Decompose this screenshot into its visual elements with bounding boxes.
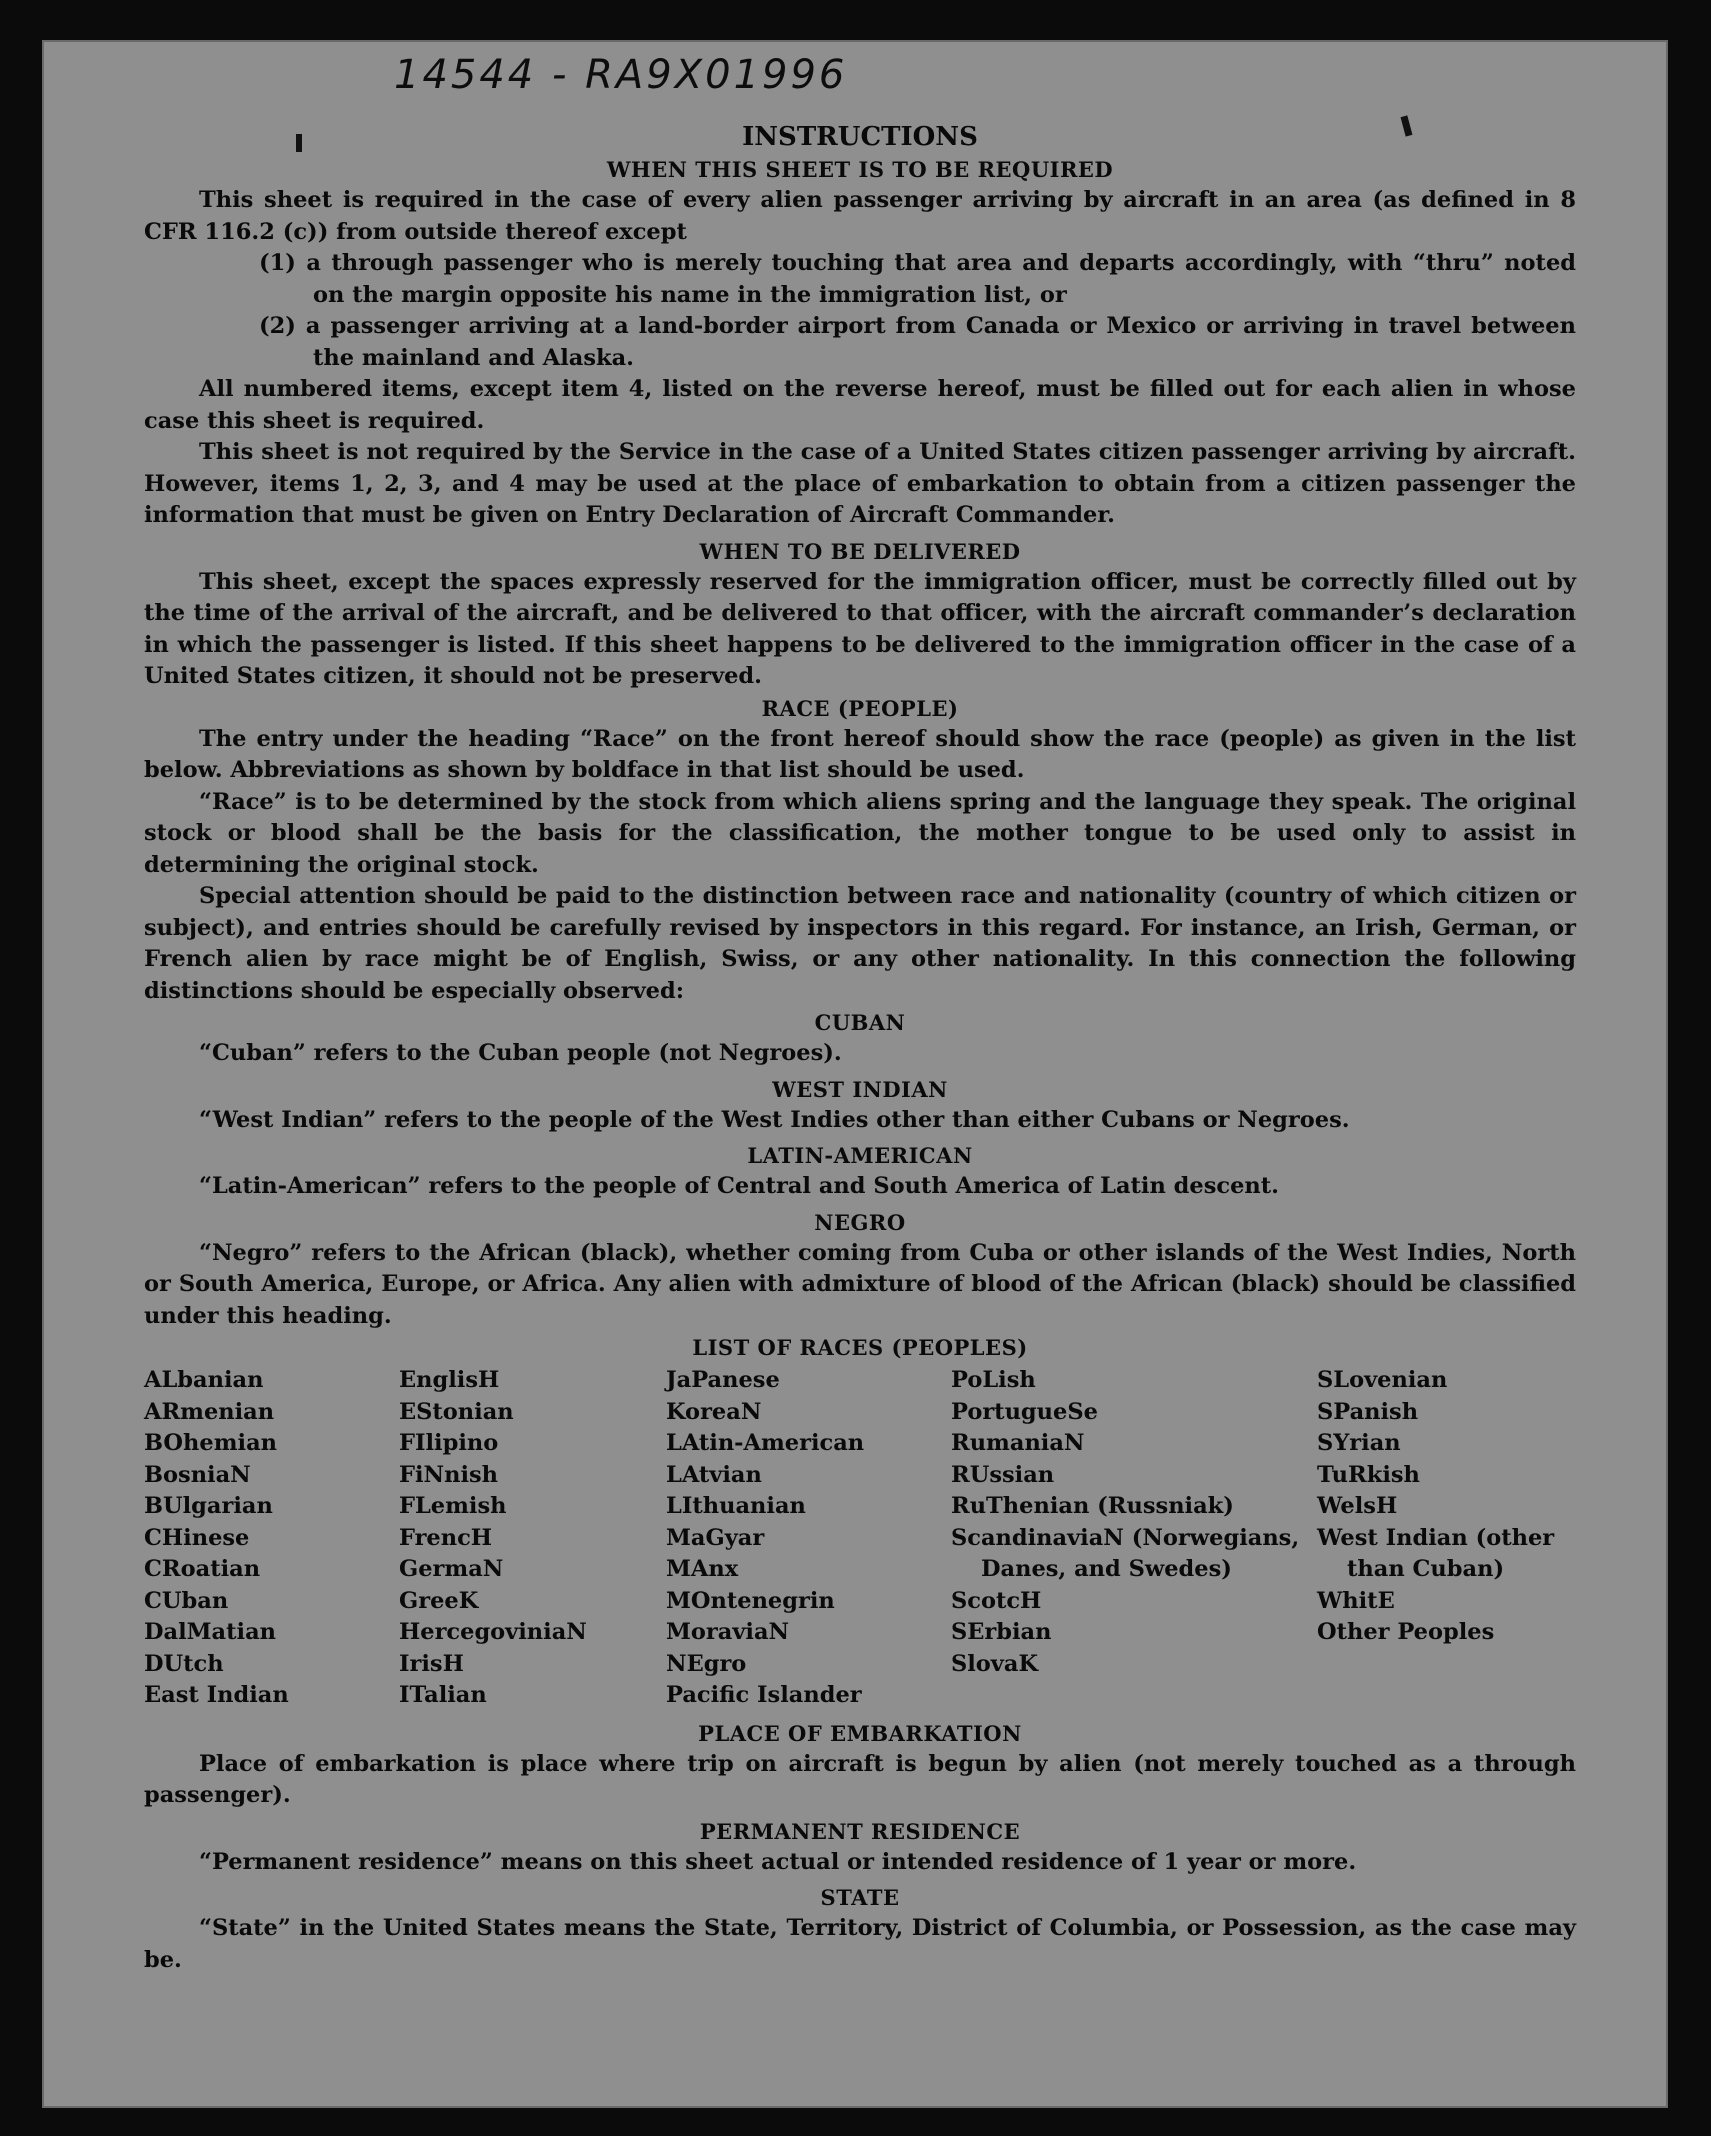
race-item: DalMatian (144, 1619, 277, 1645)
race-item: DUtch (144, 1650, 224, 1677)
race-column-3 (666, 1365, 951, 1712)
race-column-2 (399, 1365, 666, 1712)
race-item: RuThenian (Russniak) (951, 1493, 1234, 1519)
race-item: BUlgarian (144, 1493, 273, 1519)
negro-text: “Negro” refers to the African (black), whether coming from Cuba or other islands of the West Indies, North or South America, Europe, or Africa. Any alien with admixture of blood of the African (black) should be classified under this heading. (144, 1239, 1576, 1329)
race-item: ScandinaviaN (Norwegians, Danes, and Swedes) (951, 1524, 1300, 1582)
race-p1: The entry under the heading “Race” on the front hereof should show the race (people) as given in the list below. Abbreviations as shown by boldface in that list should be used. (144, 725, 1576, 783)
heading-embarkation: PLACE OF EMBARKATION (698, 1720, 1022, 1746)
race-item: SYrian (1317, 1430, 1401, 1456)
race-item: MOntenegrin (666, 1587, 835, 1614)
race-item: LAtvian (666, 1461, 762, 1488)
race-item: CHinese (144, 1524, 250, 1551)
race-item: East Indian (144, 1682, 289, 1708)
heading-state: STATE (820, 1885, 900, 1910)
race-item: TuRkish (1317, 1461, 1420, 1488)
document-sheet (42, 40, 1668, 2108)
race-list (144, 1365, 1576, 1712)
race-item: GreeK (399, 1587, 479, 1614)
race-item: BosniaN (144, 1461, 251, 1488)
heading-latin-american: LATIN-AMERICAN (747, 1143, 973, 1168)
latin-american-text: “Latin-American” refers to the people of Central and South America of Latin descent. (199, 1173, 1279, 1199)
residence-text: “Permanent residence” means on this sheet actual or intended residence of 1 year or more. (199, 1848, 1357, 1875)
race-item: WhitE (1317, 1587, 1395, 1614)
exception-2: (2) a passenger arriving at a land-border airport from Canada or Mexico or arriving in travel between the mainland and Alaska. (259, 313, 1576, 371)
race-item: MAnx (666, 1556, 739, 1582)
heading-required: WHEN THIS SHEET IS TO BE REQUIRED (606, 157, 1114, 182)
race-column-1 (144, 1365, 399, 1712)
required-intro: This sheet is required in the case of every alien passenger arriving by aircraft in an area (as defined in 8 CFR 116.2 (c)) from outside thereof except (144, 187, 1576, 245)
race-item: MoraviaN (666, 1619, 790, 1645)
race-item: FLemish (399, 1493, 507, 1519)
race-item: FIlipino (399, 1430, 499, 1456)
race-item: PoLish (951, 1367, 1036, 1393)
race-item: SErbian (951, 1619, 1052, 1645)
race-item: BOhemian (144, 1430, 278, 1456)
page-title: INSTRUCTIONS (742, 122, 978, 152)
heading-west-indian: WEST INDIAN (772, 1076, 948, 1102)
race-item: HercegoviniaN (399, 1619, 587, 1645)
race-item: EnglisH (399, 1367, 500, 1393)
race-item: FrencH (399, 1524, 493, 1551)
race-item: CUban (144, 1587, 229, 1614)
race-item: Pacific Islander (666, 1682, 862, 1708)
race-item: ScotcH (951, 1587, 1042, 1614)
required-numbered-items: All numbered items, except item 4, listed on the reverse hereof, must be filled out for each alien in whose case this sheet is required. (144, 376, 1576, 434)
heading-list-of-races: LIST OF RACES (PEOPLES) (692, 1335, 1028, 1360)
race-p2: “Race” is to be determined by the stock from which aliens spring and the language they speak. The original stock or blood shall be the basis for the classification, the mother tongue to be used only to assist in determining the original stock. (144, 788, 1576, 878)
race-item: WelsH (1317, 1493, 1398, 1519)
delivered-text: This sheet, except the spaces expressly reserved for the immigration officer, must be correctly filled out by the time of the arrival of the aircraft, and be delivered to that officer, with the aircraft commander’s declaration in which the passenger is listed. If this sheet happens to be delivered to the immigration officer in the case of a United States citizen, it should not be preserved. (144, 568, 1576, 689)
race-item: West Indian (other than Cuban) (1317, 1524, 1555, 1582)
state-text: “State” in the United States means the State, Territory, District of Columbia, or Possession, as the case may be. (144, 1915, 1576, 1973)
race-item: RumaniaN (951, 1430, 1085, 1456)
handwritten-reference: 14544 - RA9X01996 (394, 52, 848, 98)
race-item: PortugueSe (951, 1398, 1098, 1425)
race-item: NEgro (666, 1650, 747, 1677)
race-item: FiNnish (399, 1461, 499, 1488)
race-item: ALbanian (144, 1367, 264, 1393)
heading-residence: PERMANENT RESIDENCE (699, 1818, 1021, 1844)
race-item: ARmenian (144, 1398, 275, 1425)
instructions-content (144, 120, 1576, 1976)
race-item: JaPanese (666, 1367, 780, 1393)
race-column-4 (951, 1365, 1317, 1712)
heading-cuban: CUBAN (814, 1010, 906, 1035)
cuban-text: “Cuban” refers to the Cuban people (not Negroes). (199, 1040, 842, 1066)
exception-1: (1) a through passenger who is merely touching that area and departs accordingly, with “thru” noted on the margin opposite his name in the immigration list, or (259, 250, 1576, 308)
heading-race: RACE (PEOPLE) (761, 695, 959, 721)
heading-negro: NEGRO (814, 1209, 906, 1235)
race-item: LIthuanian (666, 1493, 806, 1519)
race-item: EStonian (399, 1398, 514, 1425)
race-p3: Special attention should be paid to the distinction between race and nationality (country of which citizen or subject), and entries should be carefully revised by inspectors in this regard. For instance, an Irish, German, or French alien by race might be of English, Swiss, or any other nationality. In this connection the following distinctions should be especially observed: (144, 883, 1576, 1004)
race-item: CRoatian (144, 1556, 261, 1582)
race-item: SLovenian (1317, 1367, 1448, 1393)
race-item: LAtin-American (666, 1430, 865, 1456)
race-item: IrisH (399, 1650, 464, 1677)
race-item: Other Peoples (1317, 1619, 1495, 1645)
race-item: SPanish (1317, 1398, 1419, 1425)
heading-delivered: WHEN TO BE DELIVERED (699, 538, 1021, 564)
race-item: KoreaN (666, 1398, 762, 1425)
race-item: SlovaK (951, 1650, 1039, 1677)
west-indian-text: “West Indian” refers to the people of the West Indies other than either Cubans or Negroes. (199, 1106, 1350, 1133)
race-item: ITalian (399, 1682, 487, 1708)
embarkation-text: Place of embarkation is place where trip on aircraft is begun by alien (not merely touched as a through passenger). (144, 1750, 1576, 1808)
required-citizen-note: This sheet is not required by the Service in the case of a United States citizen passenger arriving by aircraft. However, items 1, 2, 3, and 4 may be used at the place of embarkation to obtain from a citizen passenger the information that must be given on Entry Declaration of Aircraft Commander. (144, 439, 1576, 528)
race-item: RUssian (951, 1461, 1055, 1488)
race-item: MaGyar (666, 1524, 765, 1551)
race-item: GermaN (399, 1556, 504, 1582)
race-column-5 (1317, 1365, 1576, 1712)
